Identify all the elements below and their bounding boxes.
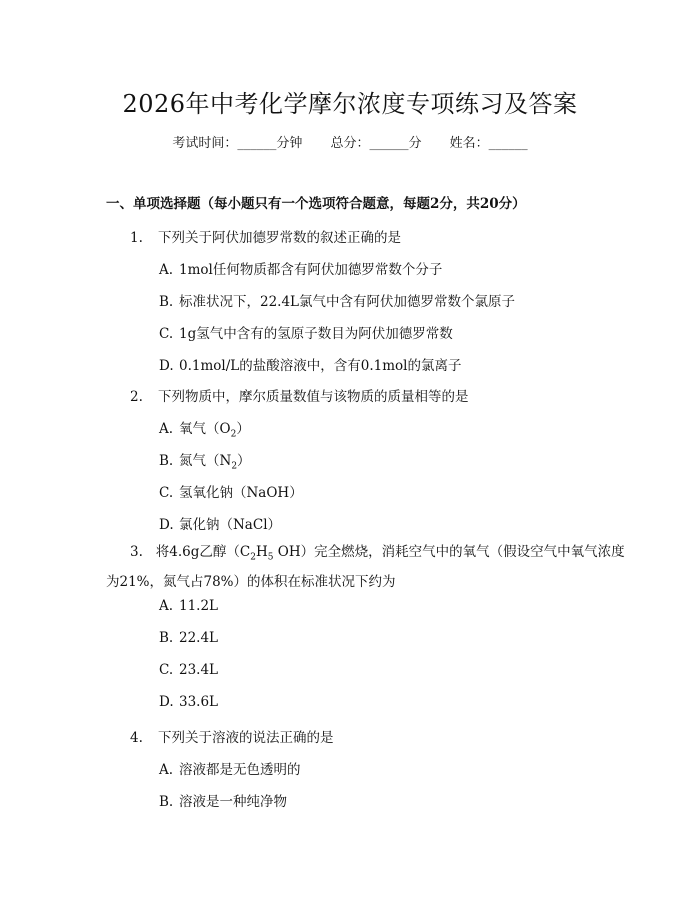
q2-option-c <box>159 481 303 501</box>
q2-option-a <box>159 417 250 440</box>
exam-time: 考试时间：______分钟 <box>172 136 303 151</box>
question-1 <box>130 226 401 246</box>
option-text: 标准状况下，22.4L氯气中含有阿伏加德罗常数个氯原子 <box>179 294 516 310</box>
subscript: 2 <box>230 429 237 440</box>
q4-option-b <box>159 790 287 810</box>
question-number: 1. <box>130 230 143 246</box>
q4-option-a <box>159 758 301 778</box>
question-text: 下列关于溶液的说法正确的是 <box>158 730 334 746</box>
option-letter: A. <box>159 762 174 778</box>
option-text: 氢氧化钠（NaOH） <box>179 485 303 501</box>
q3-option-d <box>159 694 218 710</box>
option-letter: A. <box>159 598 174 614</box>
option-text: 1mol任何物质都含有阿伏加德罗常数个分子 <box>179 262 443 278</box>
option-letter: C. <box>159 485 174 501</box>
option-text: 1g氢气中含有的氢原子数目为阿伏加德罗常数 <box>179 326 453 342</box>
subscript: 2 <box>250 552 256 563</box>
option-text: 23.4L <box>179 662 219 678</box>
question-2 <box>130 385 469 405</box>
option-text: 溶液都是无色透明的 <box>179 762 301 778</box>
option-letter: B. <box>159 794 174 810</box>
question-text-pre: 将4.6g乙醇（C <box>155 544 251 560</box>
option-letter: B. <box>159 453 174 469</box>
q3-option-b <box>159 630 218 646</box>
option-letter: B. <box>159 294 174 310</box>
question-number: 4. <box>130 730 143 746</box>
subscript: 5 <box>267 552 274 563</box>
option-text: 11.2L <box>179 598 219 614</box>
question-text-mid: H <box>255 544 268 560</box>
q1-option-b <box>159 290 515 310</box>
option-text-post: ） <box>236 421 250 437</box>
exam-info-line <box>0 132 700 151</box>
q3-option-a <box>159 598 218 614</box>
option-text-post: ） <box>237 453 251 469</box>
question-number: 3. <box>130 544 143 560</box>
q1-option-c <box>159 322 453 342</box>
option-letter: A. <box>159 262 174 278</box>
question-text: 下列关于阿伏加德罗常数的叙述正确的是 <box>158 230 401 246</box>
option-letter: D. <box>159 694 174 710</box>
option-letter: D. <box>159 358 174 374</box>
exam-score: 总分：______分 <box>330 136 422 151</box>
q1-option-d <box>159 354 461 374</box>
option-letter: C. <box>159 662 174 678</box>
q1-option-a <box>159 258 442 278</box>
question-number: 2. <box>130 389 143 405</box>
q2-option-b <box>159 449 251 472</box>
subscript: 2 <box>231 461 238 472</box>
q2-option-d <box>159 513 281 533</box>
page-title: 2026年中考化学摩尔浓度专项练习及答案 <box>122 90 578 118</box>
exam-name: 姓名：______ <box>449 136 528 151</box>
option-text: 22.4L <box>179 630 219 646</box>
question-text: 下列物质中，摩尔质量数值与该物质的质量相等的是 <box>158 389 469 405</box>
option-letter: D. <box>159 517 174 533</box>
question-4 <box>130 726 334 746</box>
section-heading: 一、单项选择题（每小题只有一个选项符合题意，每题2分，共20分） <box>106 196 526 212</box>
option-text: 33.6L <box>179 694 219 710</box>
question-text-post: OH）完全燃烧，消耗空气中的氧气（假设空气中氧气浓度为21%，氮气占78%）的体积在标准状况下约为 <box>106 544 625 590</box>
q3-option-c <box>159 662 218 678</box>
option-text: 氯化钠（NaCl） <box>179 517 282 533</box>
option-text: 溶液是一种纯净物 <box>179 794 287 810</box>
option-letter: A. <box>159 421 174 437</box>
option-text: 0.1mol/L的盐酸溶液中，含有0.1mol的氯离子 <box>179 358 462 374</box>
option-letter: B. <box>159 630 174 646</box>
option-text-pre: 氮气（N <box>179 453 232 469</box>
option-letter: C. <box>159 326 174 342</box>
option-text-pre: 氧气（O <box>179 421 231 437</box>
question-3 <box>106 540 626 594</box>
